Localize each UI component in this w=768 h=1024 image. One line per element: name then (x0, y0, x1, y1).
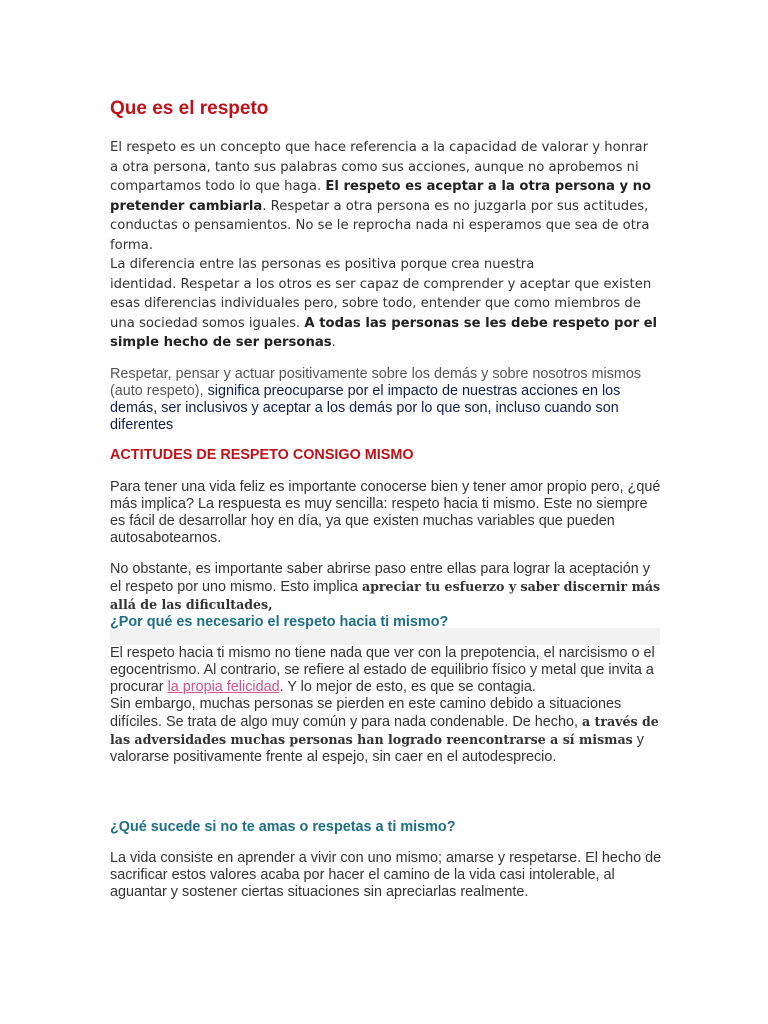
vida-paragraph: La vida consiste en aprender a vivir con uno mismo; amarse y respetarse. El hecho de sacrificar estos valores acaba por hacer el camino de la vida casi intolerable, al aguantar y sostener ciertas situaciones sin apreciarlas realmente. (110, 850, 662, 900)
no-obstante-paragraph (110, 561, 662, 631)
intro-text-2: . Respetar a otra persona es no juzgarla por sus actitudes, conductas o pensamientos. No se le reprocha nada ni esperamos que sea de otra forma. (110, 198, 650, 253)
no-obstante-bold-1: apreciar tu esfuerzo y saber discernir más allá de las dificultades, (110, 579, 661, 612)
intro-paragraph (110, 138, 658, 353)
por-que-question: ¿Por qué es necesario el respeto hacia ti mismo? (110, 614, 449, 630)
intro-text-5: . (331, 335, 336, 350)
respeto-bold-1: a través de las adversidades muchas personas han logrado reencontrarse a sí mismas (110, 714, 659, 747)
intro-bold-2: A todas las personas se les debe respeto por el simple hecho de ser personas (110, 315, 658, 350)
respeto-text-2: . Y lo mejor de esto, es que se contagia. (279, 679, 536, 695)
intro-text-3: La diferencia entre las personas es positiva porque crea nuestra (110, 257, 535, 272)
respeto-text-1: El respeto hacia ti mismo no tiene nada que ver con la prepotencia, el narcisismo o el egocentrismo. Al contrario, se refiere al estado de equilibrio físico y metal que invita a procurar (110, 645, 655, 695)
respetar-text-1: Respetar, pensar y actuar positivamente sobre los demás y sobre nosotros mismos (auto respeto), (110, 366, 642, 399)
feliz-paragraph: Para tener una vida feliz es importante conocerse bien y tener amor propio pero, ¿qué más implica? La respuesta es muy sencilla: respeto hacia ti mismo. Este no siempre es fácil de desarrollar hoy en día, ya que existen muchas variables que pueden autosabotearnos. (110, 479, 661, 546)
respeto-text-3: Sin embargo, muchas personas se pierden en este camino debido a situaciones difíciles. Se trata de algo muy común y para nada condenable. De hecho, (110, 696, 622, 730)
intro-bold-1: El respeto es aceptar a la otra persona y no pretender cambiarla (110, 179, 652, 214)
intro-text-4: identidad. Respetar a los otros es ser capaz de comprender y aceptar que existen esas diferencias individuales pero, sobre todo, entender que como miembros de una sociedad somos iguales. (110, 276, 652, 331)
respeto-text-4: y valorarse positivamente frente al espejo, sin caer en el autodesprecio. (110, 732, 644, 765)
no-obstante-text-1: No obstante, es importante saber abrirse paso entre ellas para lograr la aceptación y el respeto por uno mismo. Esto implica (110, 561, 650, 595)
page-title: Que es el respeto (110, 98, 269, 119)
intro-text-1: El respeto es un concepto que hace referencia a la capacidad de valorar y honrar a otra persona, tanto sus palabras como sus acciones, aunque no aprobemos ni compartamos todo lo que haga. (110, 140, 649, 194)
felicidad-link[interactable]: la propia felicidad (167, 679, 280, 695)
respeto-paragraph (110, 645, 662, 766)
respetar-text-2: significa preocuparse por el impacto de nuestras acciones en los demás, ser inclusivos y aceptar a los demás por lo que son, incluso cuando son diferentes (110, 383, 621, 433)
question-heading: ¿Qué sucede si no te amas o respetas a ti mismo? (110, 819, 456, 835)
respetar-paragraph (110, 366, 658, 434)
actitudes-heading: ACTITUDES DE RESPETO CONSIGO MISMO (110, 447, 414, 463)
